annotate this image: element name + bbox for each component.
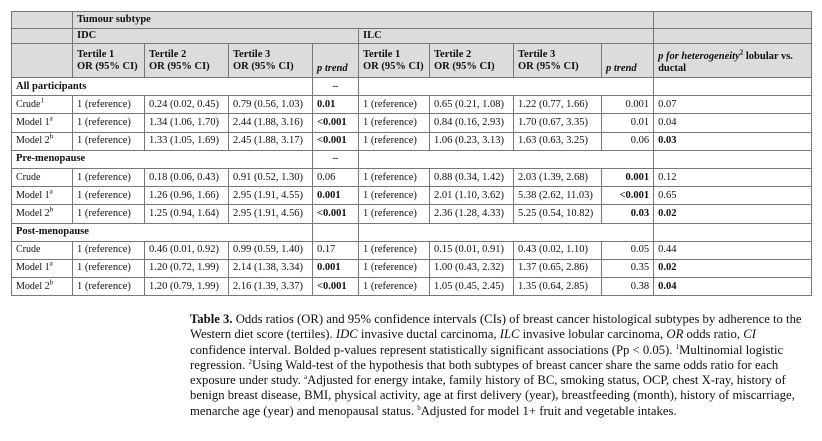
ilc-tertile3-cell: 1.63 (0.63, 3.25) bbox=[514, 132, 602, 150]
ilc-ptrend-cell: <0.001 bbox=[602, 187, 654, 205]
p-het-suffix: lobular vs. ductal bbox=[658, 51, 793, 74]
row-label-text: Model 1 bbox=[16, 189, 50, 201]
idc-tertile3-cell: 2.16 (1.39, 3.37) bbox=[229, 278, 313, 296]
section-row bbox=[12, 78, 812, 96]
ilc-tertile1-cell: 1 (reference) bbox=[359, 205, 430, 223]
row-label-text: Model 1 bbox=[16, 262, 50, 274]
idc-tertile3-cell: 2.14 (1.38, 3.34) bbox=[229, 259, 313, 277]
caption-abbr: OR bbox=[666, 327, 684, 342]
ilc-tertile1-cell: 1 (reference) bbox=[359, 96, 430, 114]
table-row bbox=[12, 259, 812, 277]
idc-ptrend-cell: <0.001 bbox=[313, 205, 359, 223]
p-het-cell: 0.65 bbox=[654, 187, 812, 205]
p-het-cell: 0.04 bbox=[654, 278, 812, 296]
idc-ptrend-cell: <0.001 bbox=[313, 278, 359, 296]
ilc-ptrend-cell: 0.38 bbox=[602, 278, 654, 296]
caption-sup: 1 bbox=[675, 342, 680, 351]
section-dash bbox=[313, 223, 359, 241]
ilc-tertile3-cell: 0.43 (0.02, 1.10) bbox=[514, 241, 602, 259]
p-het-cell: 0.07 bbox=[654, 96, 812, 114]
section-blank bbox=[654, 78, 812, 96]
row-label-text: Model 2 bbox=[16, 280, 50, 292]
idc-ptrend-cell: 0.17 bbox=[313, 241, 359, 259]
caption-text: Odds ratios (OR) and 95% confidence intervals (CIs) of breast cancer histological subtypes by adherence to the Western diet score (tertiles). bbox=[190, 312, 802, 342]
p-het-header bbox=[654, 44, 812, 78]
idc-tertile1-cell: 1 (reference) bbox=[73, 205, 145, 223]
caption-text: odds ratio, bbox=[683, 327, 744, 342]
row-label-text: Model 2 bbox=[16, 135, 50, 147]
ilc-tertile2-cell: 0.88 (0.34, 1.42) bbox=[430, 168, 514, 186]
header-row-2 bbox=[12, 29, 812, 44]
table-row bbox=[12, 187, 812, 205]
section-title: Post-menopause bbox=[12, 223, 313, 241]
idc-tertile2-cell: 0.46 (0.01, 0.92) bbox=[145, 241, 229, 259]
ilc-ptrend-header bbox=[602, 44, 654, 78]
idc-ptrend-cell: 0.01 bbox=[313, 96, 359, 114]
idc-tertile3-header bbox=[229, 44, 313, 78]
caption-text: invasive lobular carcinoma, bbox=[519, 327, 667, 342]
p-het-text: p for heterogeneity bbox=[658, 51, 740, 62]
ilc-tertile1-header bbox=[359, 44, 430, 78]
ilc-ptrend-cell: 0.01 bbox=[602, 114, 654, 132]
table-row bbox=[12, 278, 812, 296]
section-blank bbox=[654, 150, 812, 168]
tertile-label: Tertile 2 bbox=[434, 48, 472, 60]
caption-abbr: CI bbox=[743, 327, 756, 342]
p-het-cell: 0.44 bbox=[654, 241, 812, 259]
row-label-sup: b bbox=[49, 132, 54, 141]
idc-tertile3-cell: 2.44 (1.88, 3.16) bbox=[229, 114, 313, 132]
idc-tertile1-cell: 1 (reference) bbox=[73, 96, 145, 114]
p-het-cell: 0.02 bbox=[654, 205, 812, 223]
row-label-sup: b bbox=[49, 205, 54, 214]
row-label-text: Model 1 bbox=[16, 116, 50, 128]
row-label bbox=[12, 205, 73, 223]
ilc-tertile2-cell: 0.15 (0.01, 0.91) bbox=[430, 241, 514, 259]
section-blank bbox=[359, 223, 654, 241]
ilc-tertile1-cell: 1 (reference) bbox=[359, 187, 430, 205]
ilc-ptrend-cell: 0.35 bbox=[602, 259, 654, 277]
idc-tertile3-cell: 2.45 (1.88, 3.17) bbox=[229, 132, 313, 150]
ilc-tertile3-cell: 1.35 (0.64, 2.85) bbox=[514, 278, 602, 296]
ilc-tertile1-cell: 1 (reference) bbox=[359, 114, 430, 132]
ilc-ptrend-cell: 0.06 bbox=[602, 132, 654, 150]
row-label-sup: 1 bbox=[40, 96, 44, 105]
ptrend-label: p trend bbox=[317, 63, 348, 74]
ilc-tertile2-cell: 1.06 (0.23, 3.13) bbox=[430, 132, 514, 150]
ilc-ptrend-cell: 0.05 bbox=[602, 241, 654, 259]
idc-tertile2-header bbox=[145, 44, 229, 78]
p-het-cell: 0.03 bbox=[654, 132, 812, 150]
header-blank bbox=[654, 29, 812, 44]
ilc-ptrend-cell: 0.001 bbox=[602, 168, 654, 186]
table-body bbox=[12, 78, 812, 296]
idc-tertile1-cell: 1 (reference) bbox=[73, 259, 145, 277]
idc-tertile2-cell: 1.26 (0.96, 1.66) bbox=[145, 187, 229, 205]
idc-ptrend-cell: <0.001 bbox=[313, 132, 359, 150]
or-ci-label: OR (95% CI) bbox=[434, 60, 495, 72]
caption-text: Multinomial logistic regression. bbox=[190, 342, 784, 372]
row-label-sup: b bbox=[49, 278, 54, 287]
tertile-label: Tertile 2 bbox=[149, 48, 187, 60]
idc-tertile1-cell: 1 (reference) bbox=[73, 132, 145, 150]
idc-tertile3-cell: 2.95 (1.91, 4.55) bbox=[229, 187, 313, 205]
section-blank bbox=[654, 223, 812, 241]
idc-tertile1-cell: 1 (reference) bbox=[73, 241, 145, 259]
ilc-tertile3-cell: 1.37 (0.65, 2.86) bbox=[514, 259, 602, 277]
idc-ptrend-cell: 0.001 bbox=[313, 259, 359, 277]
row-label bbox=[12, 241, 73, 259]
tertile-label: Tertile 1 bbox=[77, 48, 115, 60]
section-blank bbox=[359, 150, 654, 168]
caption-text: Adjusted for model 1+ fruit and vegetable intakes. bbox=[420, 403, 677, 418]
idc-tertile2-cell: 1.34 (1.06, 1.70) bbox=[145, 114, 229, 132]
row-label bbox=[12, 278, 73, 296]
row-label-text: Crude bbox=[16, 98, 41, 110]
ilc-tertile3-cell: 1.70 (0.67, 3.35) bbox=[514, 114, 602, 132]
header-row-3 bbox=[12, 44, 812, 78]
caption-text: Adjusted for energy intake, family history of BC, smoking status, OCP, chest X-ray, history of benign breast disease, BMI, physical activity, age at first delivery (year), breastfeeding (month), history of miscarriage, menarche age (year) and menopausal status. bbox=[190, 373, 795, 418]
caption-sup: a bbox=[304, 372, 308, 381]
section-dash: – bbox=[313, 78, 359, 96]
corner-cell bbox=[12, 12, 73, 29]
table-caption bbox=[190, 312, 802, 419]
idc-tertile1-cell: 1 (reference) bbox=[73, 278, 145, 296]
p-het-cell: 0.12 bbox=[654, 168, 812, 186]
idc-tertile3-cell: 0.79 (0.56, 1.03) bbox=[229, 96, 313, 114]
row-label-text: Crude bbox=[16, 244, 41, 256]
ilc-ptrend-cell: 0.03 bbox=[602, 205, 654, 223]
ilc-tertile3-header bbox=[514, 44, 602, 78]
section-title: Pre-menopause bbox=[12, 150, 313, 168]
caption-sup: 2 bbox=[248, 357, 252, 366]
tertile-label: Tertile 3 bbox=[233, 48, 271, 60]
ilc-tertile3-cell: 5.25 (0.54, 10.82) bbox=[514, 205, 602, 223]
section-row bbox=[12, 223, 812, 241]
ilc-tertile3-cell: 2.03 (1.39, 2.68) bbox=[514, 168, 602, 186]
idc-ptrend-cell: 0.001 bbox=[313, 187, 359, 205]
idc-tertile1-cell: 1 (reference) bbox=[73, 114, 145, 132]
idc-tertile1-cell: 1 (reference) bbox=[73, 168, 145, 186]
p-het-cell: 0.04 bbox=[654, 114, 812, 132]
ilc-tertile2-cell: 2.01 (1.10, 3.62) bbox=[430, 187, 514, 205]
idc-tertile2-cell: 1.25 (0.94, 1.64) bbox=[145, 205, 229, 223]
table-row bbox=[12, 114, 812, 132]
idc-tertile2-cell: 1.20 (0.72, 1.99) bbox=[145, 259, 229, 277]
table-row bbox=[12, 132, 812, 150]
section-blank bbox=[359, 78, 654, 96]
ilc-tertile2-cell: 1.00 (0.43, 2.32) bbox=[430, 259, 514, 277]
ilc-tertile2-cell: 0.84 (0.16, 2.93) bbox=[430, 114, 514, 132]
ilc-tertile2-cell: 1.05 (0.45, 2.45) bbox=[430, 278, 514, 296]
ilc-tertile1-cell: 1 (reference) bbox=[359, 278, 430, 296]
p-het-sup: 2 bbox=[739, 48, 744, 57]
ilc-tertile3-cell: 5.38 (2.62, 11.03) bbox=[514, 187, 602, 205]
ilc-tertile3-cell: 1.22 (0.77, 1.66) bbox=[514, 96, 602, 114]
idc-header: IDC bbox=[73, 29, 359, 44]
tertile-label: Tertile 1 bbox=[363, 48, 401, 60]
idc-tertile1-cell: 1 (reference) bbox=[73, 187, 145, 205]
ilc-tertile1-cell: 1 (reference) bbox=[359, 168, 430, 186]
caption-text: Using Wald-test of the hypothesis that both subtypes of breast cancer share the same odds ratio for each exposure under study. bbox=[190, 357, 779, 388]
table-row bbox=[12, 241, 812, 259]
row-label bbox=[12, 96, 73, 114]
row-label bbox=[12, 114, 73, 132]
idc-ptrend-cell: 0.06 bbox=[313, 168, 359, 186]
corner-cell bbox=[12, 29, 73, 44]
or-ci-label: OR (95% CI) bbox=[233, 60, 294, 72]
table-row bbox=[12, 168, 812, 186]
idc-tertile2-cell: 1.20 (0.79, 1.99) bbox=[145, 278, 229, 296]
row-label bbox=[12, 259, 73, 277]
section-title: All participants bbox=[12, 78, 313, 96]
ilc-tertile2-header bbox=[430, 44, 514, 78]
results-table bbox=[11, 11, 812, 296]
row-label bbox=[12, 187, 73, 205]
ilc-tertile2-cell: 0.65 (0.21, 1.08) bbox=[430, 96, 514, 114]
ilc-ptrend-cell: 0.001 bbox=[602, 96, 654, 114]
idc-ptrend-cell: <0.001 bbox=[313, 114, 359, 132]
row-label-text: Crude bbox=[16, 171, 41, 183]
section-dash: – bbox=[313, 150, 359, 168]
caption-text: confidence interval. Bolded p-values represent statistically significant associations (Pp < 0.05). bbox=[190, 342, 676, 357]
caption-text: invasive ductal carcinoma, bbox=[357, 327, 500, 342]
row-label bbox=[12, 132, 73, 150]
header-row-1 bbox=[12, 12, 812, 29]
ilc-tertile1-cell: 1 (reference) bbox=[359, 241, 430, 259]
tertile-label: Tertile 3 bbox=[518, 48, 556, 60]
section-row bbox=[12, 150, 812, 168]
table-row bbox=[12, 205, 812, 223]
ilc-tertile1-cell: 1 (reference) bbox=[359, 132, 430, 150]
ptrend-label: p trend bbox=[606, 63, 637, 74]
idc-tertile1-header bbox=[73, 44, 145, 78]
tumour-subtype-header: Tumour subtype bbox=[73, 12, 654, 29]
caption-sup: b bbox=[417, 403, 421, 412]
corner-cell bbox=[12, 44, 73, 78]
p-het-cell: 0.02 bbox=[654, 259, 812, 277]
table-row bbox=[12, 96, 812, 114]
ilc-tertile1-cell: 1 (reference) bbox=[359, 259, 430, 277]
or-ci-label: OR (95% CI) bbox=[77, 60, 138, 72]
ilc-header: ILC bbox=[359, 29, 654, 44]
ilc-tertile2-cell: 2.36 (1.28, 4.33) bbox=[430, 205, 514, 223]
row-label bbox=[12, 168, 73, 186]
row-label-sup: a bbox=[49, 187, 53, 196]
idc-tertile2-cell: 0.18 (0.06, 0.43) bbox=[145, 168, 229, 186]
or-ci-label: OR (95% CI) bbox=[363, 60, 424, 72]
caption-abbr: IDC bbox=[335, 327, 358, 342]
idc-tertile3-cell: 0.99 (0.59, 1.40) bbox=[229, 241, 313, 259]
or-ci-label: OR (95% CI) bbox=[149, 60, 210, 72]
row-label-text: Model 2 bbox=[16, 207, 50, 219]
or-ci-label: OR (95% CI) bbox=[518, 60, 579, 72]
idc-tertile2-cell: 1.33 (1.05, 1.69) bbox=[145, 132, 229, 150]
idc-tertile3-cell: 2.95 (1.91, 4.56) bbox=[229, 205, 313, 223]
row-label-sup: a bbox=[49, 114, 53, 123]
idc-tertile3-cell: 0.91 (0.52, 1.30) bbox=[229, 168, 313, 186]
caption-abbr: ILC bbox=[499, 327, 520, 342]
row-label-sup: a bbox=[49, 260, 53, 269]
idc-ptrend-header bbox=[313, 44, 359, 78]
caption-label: Table 3. bbox=[190, 312, 233, 326]
header-blank bbox=[654, 12, 812, 29]
idc-tertile2-cell: 0.24 (0.02, 0.45) bbox=[145, 96, 229, 114]
